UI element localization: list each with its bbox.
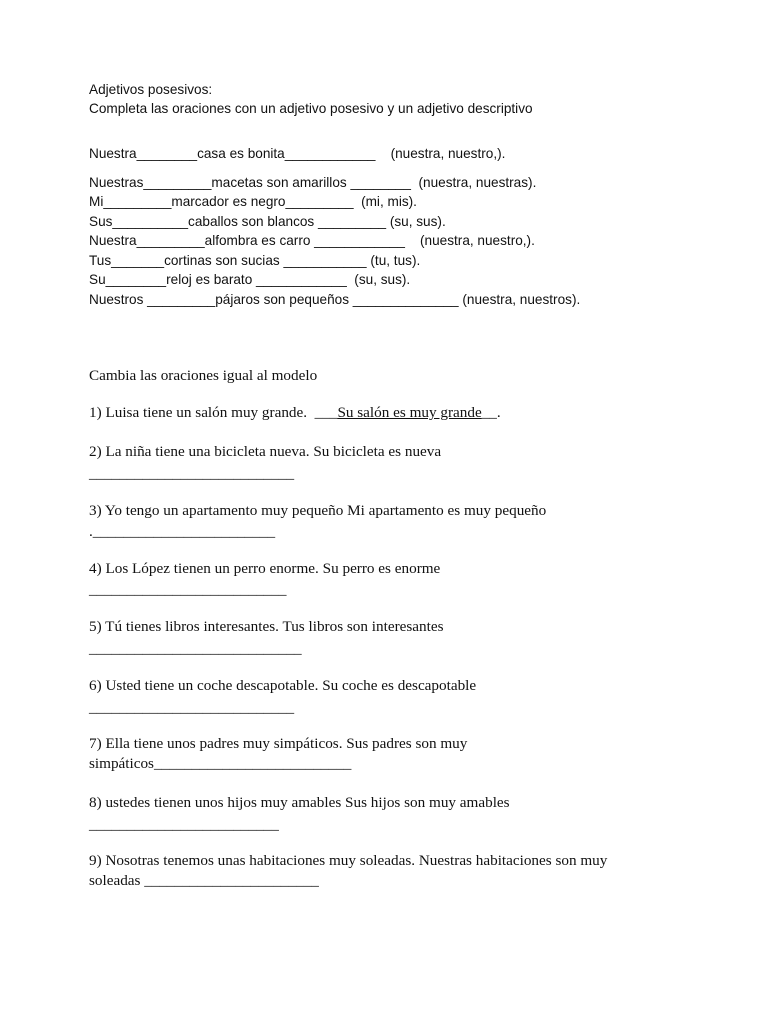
item-8-text: 8) ustedes tienen unos hijos muy amables Sus hijos son muy amables	[89, 794, 510, 811]
item-7-text: 7) Ella tiene unos padres muy simpáticos. Sus padres son muy	[89, 735, 468, 752]
item-6-answer-line: ___________________________	[89, 699, 295, 716]
exercise-sentence-4: Sus__________caballos son blancos _________ (su, sus).	[89, 214, 446, 229]
exercise-sentence-1: Nuestra________casa es bonita____________ (nuestra, nuestro,).	[89, 146, 506, 161]
example-prompt: 1) Luisa tiene un salón muy grande.	[89, 404, 315, 421]
exercise-sentence-5: Nuestra_________alfombra es carro ____________ (nuestra, nuestro,).	[89, 233, 535, 248]
example-item	[89, 403, 501, 423]
item-3-answer-line: .________________________	[89, 523, 276, 540]
item-4-answer-line: __________________________	[89, 581, 287, 598]
item-4-text: 4) Los López tienen un perro enorme. Su perro es enorme	[89, 560, 441, 577]
exercise-sentence-2: Nuestras_________macetas son amarillos ________ (nuestra, nuestras).	[89, 175, 537, 190]
instruction-text: Completa las oraciones con un adjetivo posesivo y un adjetivo descriptivo	[89, 101, 533, 116]
example-blank-pre: ___	[314, 404, 338, 421]
item-9-text: 9) Nosotras tenemos unas habitaciones muy soleadas. Nuestras habitaciones son muy	[89, 852, 608, 869]
item-7-answer-line: simpáticos__________________________	[89, 755, 352, 772]
item-2-answer-line: ___________________________	[89, 465, 295, 482]
example-blank-post: __	[481, 404, 497, 421]
item-2-text: 2) La niña tiene una bicicleta nueva. Su bicicleta es nueva	[89, 443, 442, 460]
item-5-text: 5) Tú tienes libros interesantes. Tus libros son interesantes	[89, 618, 444, 635]
item-8-answer-line: _________________________	[89, 816, 279, 833]
example-end: .	[496, 404, 501, 421]
worksheet-title: Adjetivos posesivos:	[89, 82, 213, 97]
example-answer: Su salón es muy grande	[337, 404, 482, 421]
item-6-text: 6) Usted tiene un coche descapotable. Su coche es descapotable	[89, 677, 477, 694]
exercise-sentence-3: Mi_________marcador es negro_________ (mi, mis).	[89, 194, 417, 209]
exercise-sentence-6: Tus_______cortinas son sucias ___________ (tu, tus).	[89, 253, 421, 268]
item-9-answer-line: soleadas _______________________	[89, 872, 319, 889]
exercise-sentence-7: Su________reloj es barato ____________ (su, sus).	[89, 272, 411, 287]
section-2-title: Cambia las oraciones igual al modelo	[89, 367, 318, 384]
item-3-text: 3) Yo tengo un apartamento muy pequeño Mi apartamento es muy pequeño	[89, 502, 547, 519]
item-5-answer-line: ____________________________	[89, 640, 302, 657]
exercise-sentence-8: Nuestros _________pájaros son pequeños ______________ (nuestra, nuestros).	[89, 292, 581, 307]
